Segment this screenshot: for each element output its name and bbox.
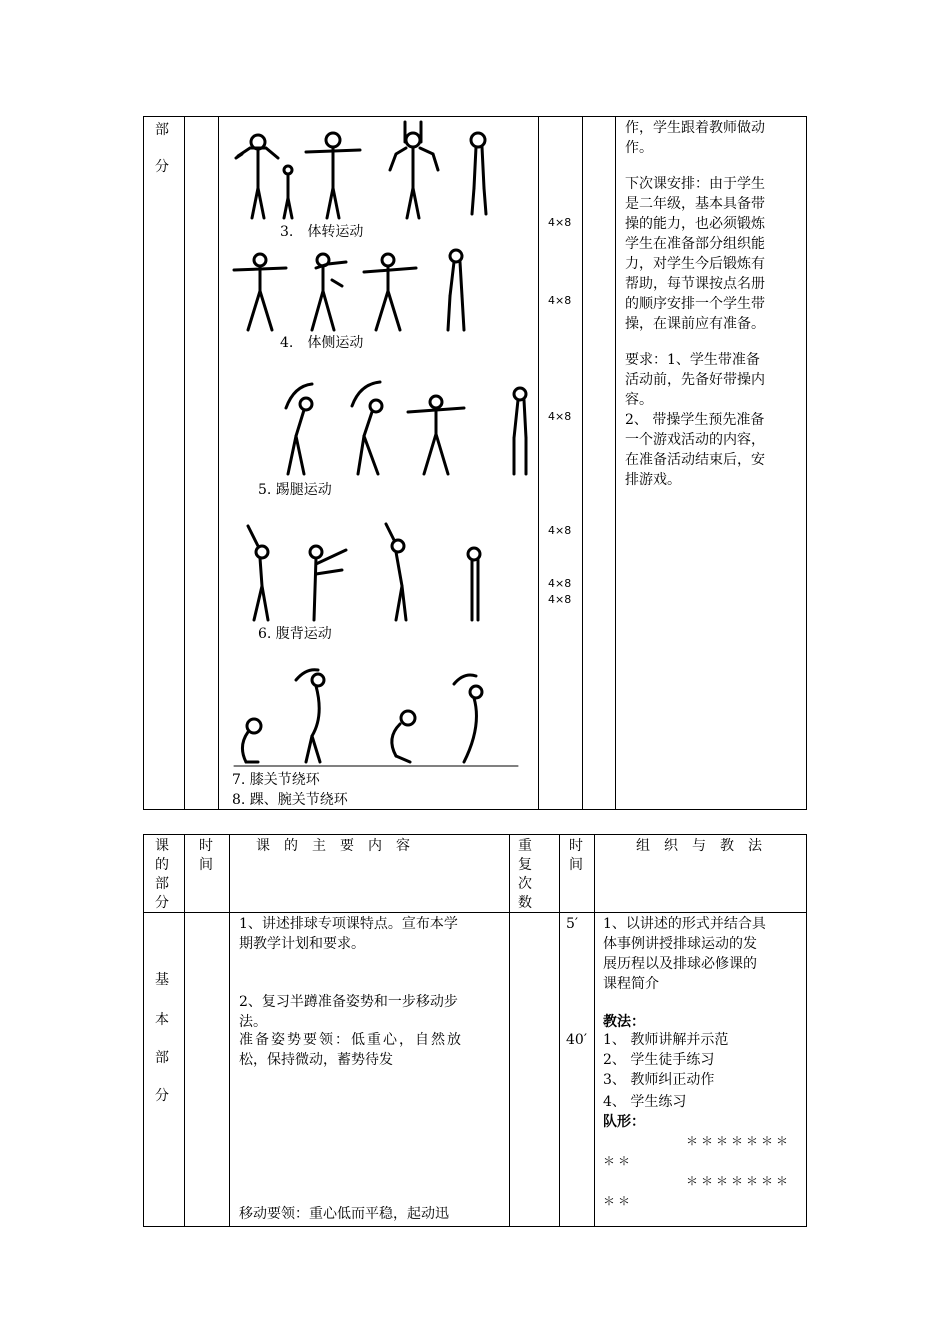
exercise-label: 7. 膝关节绕环 bbox=[232, 772, 320, 788]
exercise-label: 5. 踢腿运动 bbox=[258, 482, 332, 498]
repeat-count: 4×8 bbox=[548, 593, 572, 606]
content-line: 1、讲述排球专项课特点。宣布本学 bbox=[239, 916, 458, 932]
exercise-label: 8. 踝、腕关节绕环 bbox=[232, 792, 348, 808]
content-line: 准备姿势要领：低重心，自然放 bbox=[239, 1032, 463, 1048]
content-line: 法。 bbox=[239, 1014, 267, 1030]
header-content: 课 的 主 要 内 容 bbox=[256, 838, 410, 854]
repeat-count: 4×8 bbox=[548, 294, 572, 307]
section-char: 分 bbox=[155, 159, 169, 175]
formation-row: ＊＊＊＊＊＊＊ bbox=[686, 1134, 792, 1148]
header-part-char: 分 bbox=[155, 895, 169, 911]
note-line: 活动前，先备好带操内 bbox=[625, 372, 765, 388]
header-repeat-char: 重 bbox=[518, 838, 532, 854]
content-line: 2、复习半蹲准备姿势和一步移动步 bbox=[239, 994, 458, 1010]
method-heading: 教法： bbox=[603, 1014, 645, 1030]
note-line: 操，在课前应有准备。 bbox=[625, 316, 765, 332]
header-part-char: 的 bbox=[155, 857, 169, 873]
note-line: 学生在准备部分组织能 bbox=[625, 236, 765, 252]
section-char: 部 bbox=[155, 122, 169, 138]
formation-row: ＊＊ bbox=[603, 1154, 634, 1168]
note-line bbox=[625, 158, 803, 174]
content-line: 移动要领：重心低而平稳，起动迅 bbox=[239, 1206, 449, 1222]
note-line: 要求：1、学生带准备 bbox=[625, 352, 760, 368]
note-line: 是二年级，基本具备带 bbox=[625, 196, 765, 212]
exercise-label: 6. 腹背运动 bbox=[258, 626, 332, 642]
formation-row: ＊＊ bbox=[603, 1194, 634, 1208]
method-line: 3、 教师纠正动作 bbox=[603, 1072, 715, 1088]
formation-row: ＊＊＊＊＊＊＊ bbox=[686, 1174, 792, 1188]
time-value: 5′ bbox=[566, 916, 579, 932]
method-line: 体事例讲授排球运动的发 bbox=[603, 936, 757, 952]
header-repeat-char: 次 bbox=[518, 876, 532, 892]
header-part-char: 课 bbox=[155, 838, 169, 854]
method-line: 2、 学生徒手练习 bbox=[603, 1052, 715, 1068]
repeat-count: 4×8 bbox=[548, 577, 572, 590]
header-method: 组 织 与 教 法 bbox=[636, 838, 762, 854]
repeat-count: 4×8 bbox=[548, 524, 572, 537]
time-value: 40′ bbox=[566, 1032, 587, 1048]
note-line: 作，学生跟着教师做动 bbox=[625, 120, 765, 136]
header-part-char: 部 bbox=[155, 876, 169, 892]
header-repeat-char: 数 bbox=[518, 895, 532, 911]
note-line: 帮助，每节课按点名册 bbox=[625, 276, 765, 292]
method-line: 4、 学生练习 bbox=[603, 1094, 687, 1110]
header-repeat-char: 复 bbox=[518, 857, 532, 873]
method-line: 1、 教师讲解并示范 bbox=[603, 1032, 729, 1048]
header-time-char: 时 bbox=[199, 838, 213, 854]
content-line: 期教学计划和要求。 bbox=[239, 936, 365, 952]
exercise-4-figures-icon bbox=[228, 246, 528, 336]
notes-column bbox=[625, 118, 803, 490]
exercise-7-8-figures-icon bbox=[228, 666, 528, 770]
note-line: 力，对学生今后锻炼有 bbox=[625, 256, 765, 272]
exercise-3-figures-icon bbox=[228, 118, 528, 224]
note-line: 的顺序安排一个学生带 bbox=[625, 296, 765, 312]
method-line: 展历程以及排球必修课的 bbox=[603, 956, 757, 972]
header-time2-char: 时 bbox=[569, 838, 583, 854]
note-line: 操的能力，也必须锻炼 bbox=[625, 216, 765, 232]
header-time2-char: 间 bbox=[569, 857, 583, 873]
note-line bbox=[625, 334, 803, 350]
note-line: 在准备活动结束后，安 bbox=[625, 452, 765, 468]
section-char: 部 bbox=[155, 1050, 169, 1066]
exercise-5-figures-icon bbox=[228, 376, 538, 486]
note-line: 作。 bbox=[625, 140, 653, 156]
header-time-char: 间 bbox=[199, 857, 213, 873]
repeat-count: 4×8 bbox=[548, 410, 572, 423]
section-char: 本 bbox=[155, 1012, 169, 1028]
note-line: 2、 带操学生预先准备 bbox=[625, 412, 765, 428]
repeat-count: 4×8 bbox=[548, 216, 572, 229]
section-char: 分 bbox=[155, 1088, 169, 1104]
method-line: 课程简介 bbox=[603, 976, 659, 992]
content-line: 松，保持微动，蓄势待发 bbox=[239, 1052, 393, 1068]
exercise-label: 4. 体侧运动 bbox=[280, 335, 364, 351]
note-line: 一个游戏活动的内容， bbox=[625, 432, 765, 448]
note-line: 排游戏。 bbox=[625, 472, 681, 488]
note-line: 容。 bbox=[625, 392, 653, 408]
note-line: 下次课安排：由于学生 bbox=[625, 176, 765, 192]
exercise-6-figures-icon bbox=[228, 516, 528, 626]
method-heading: 队形： bbox=[603, 1114, 645, 1130]
exercise-label: 3. 体转运动 bbox=[280, 224, 364, 240]
method-line: 1、以讲述的形式并结合具 bbox=[603, 916, 766, 932]
section-char: 基 bbox=[155, 972, 169, 988]
